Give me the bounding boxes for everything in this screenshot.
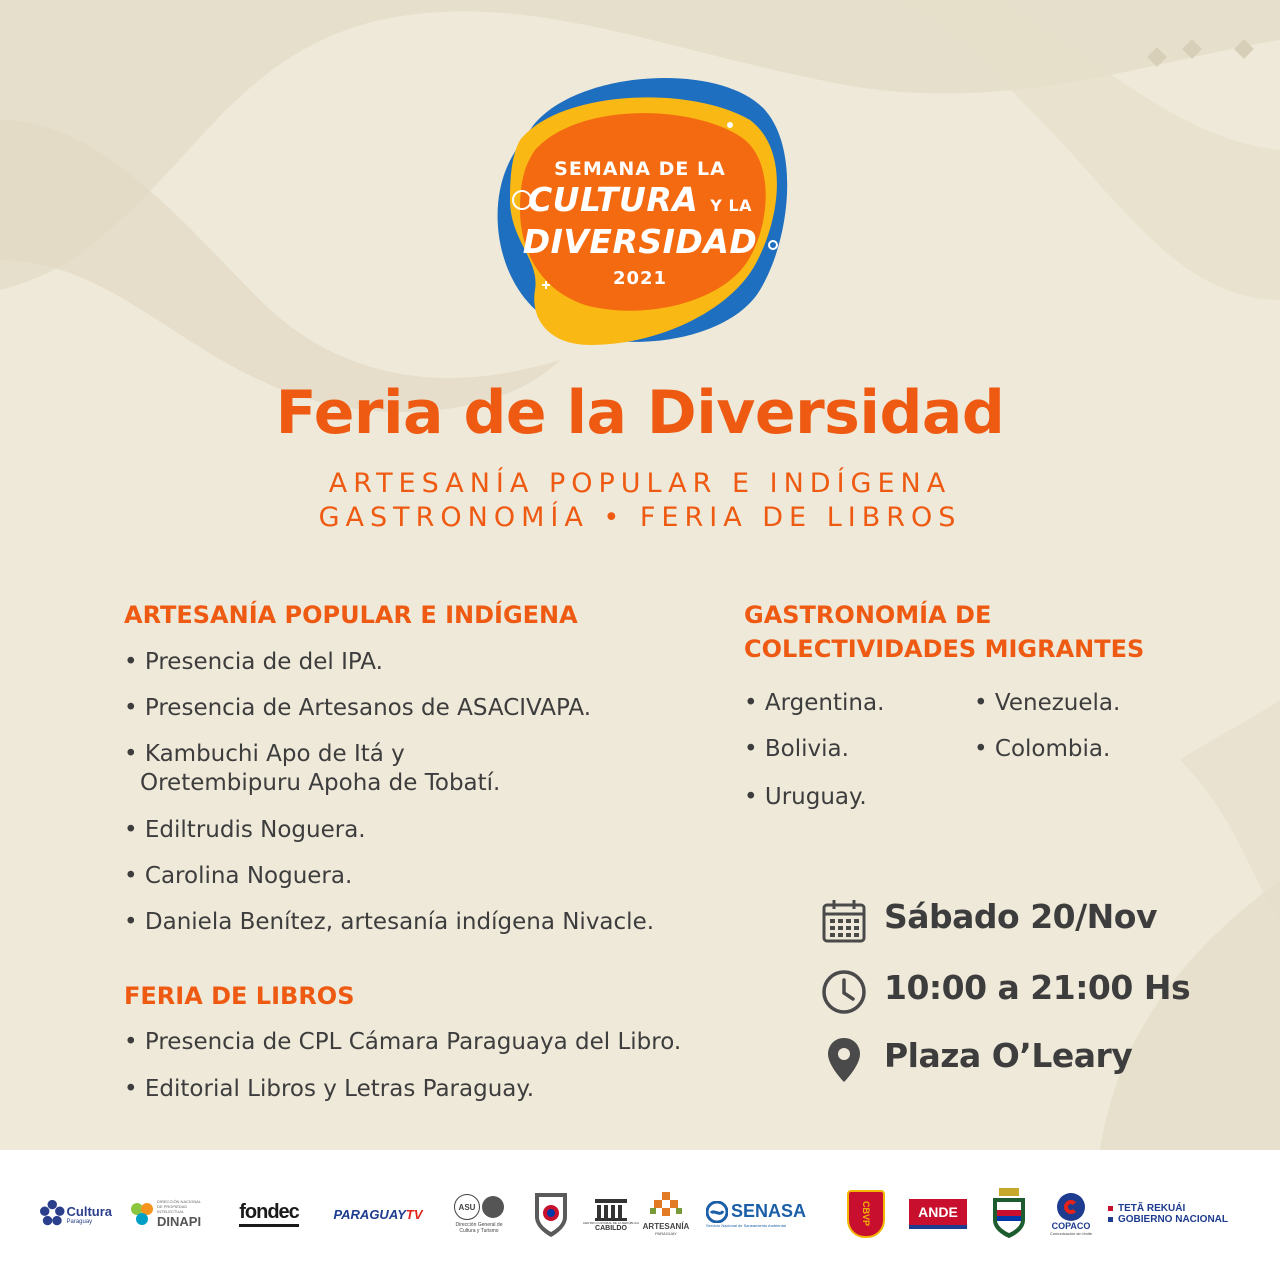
sponsor-gobierno-nacional-logo (1108, 1186, 1244, 1242)
list-item: • Colombia. (974, 734, 1110, 764)
list-item: • Venezuela. (974, 688, 1120, 718)
ande-text: ANDE (918, 1204, 958, 1220)
subtitle-line-1: ARTESANÍA POPULAR E INDÍGENA (328, 468, 952, 499)
sponsor-fondec-logo (226, 1186, 312, 1242)
list-item: • Presencia de Artesanos de ASACIVAPA. (124, 693, 591, 723)
list-item: • Uruguay. (744, 782, 867, 812)
dinapi-circles-icon (129, 1200, 155, 1228)
artesania-sub: PARAGUAY (655, 1231, 677, 1236)
paraguaytv-text: PARAGUAY (333, 1206, 406, 1222)
police-shield-icon (531, 1189, 571, 1239)
paraguaytv-tv: TV (405, 1206, 423, 1222)
list-item: • Ediltrudis Noguera. (124, 815, 366, 845)
logo-line-1: SEMANA DE LA (554, 158, 726, 180)
event-logo (490, 70, 790, 355)
logo-line-2 (490, 180, 790, 219)
list-item: • Presencia de CPL Cámara Paraguaya del Libro. (124, 1027, 681, 1057)
flag-blue-icon (1108, 1217, 1113, 1222)
logo-year: 2021 (612, 268, 668, 289)
list-item: • Bolivia. (744, 734, 849, 764)
sponsor-police-shield-logo (528, 1186, 574, 1242)
sponsor-paraguaytv-logo (328, 1186, 428, 1242)
artesania-pattern-icon (650, 1192, 682, 1222)
page-title: Feria de la Diversidad (275, 378, 1005, 448)
clock-icon (820, 968, 868, 1016)
logo-line-3: DIVERSIDAD (522, 222, 758, 261)
list-item: • Kambuchi Apo de Itá y (124, 739, 405, 769)
sponsor-municipal-crest-logo (984, 1186, 1034, 1242)
list-item: • Carolina Noguera. (124, 861, 352, 891)
cabildo-building-icon (593, 1197, 629, 1221)
event-time: 10:00 a 21:00 Hs (884, 968, 1191, 1007)
gastronomia-heading-1: GASTRONOMÍA DE (744, 601, 992, 629)
senasa-wave-icon (706, 1201, 728, 1223)
dinapi-small: DIRECCIÓN NACIONAL DE PROPIEDAD INTELECTUAL (157, 1199, 201, 1214)
calendar-icon (820, 897, 868, 945)
senasa-sub: Servicio Nacional de Saneamiento Ambiental (706, 1222, 786, 1228)
list-item: • Daniela Benítez, artesanía indígena Nivacle. (124, 907, 654, 937)
cultura-text: Cultura (66, 1203, 112, 1219)
sponsor-cultura-logo (40, 1186, 112, 1242)
libros-heading: FERIA DE LIBROS (124, 982, 355, 1010)
sponsor-cbvp-logo (842, 1186, 890, 1242)
sponsor-artesania-logo (638, 1186, 694, 1242)
list-item: • Editorial Libros y Letras Paraguay. (124, 1074, 534, 1104)
cultura-sub: Paraguay (66, 1218, 93, 1225)
cabildo-small: CENTRO CULTURAL DE LA REPÚBLICA (582, 1220, 640, 1225)
event-date: Sábado 20/Nov (884, 897, 1157, 936)
copaco-sub: Comunicación sin límite (1049, 1230, 1093, 1236)
event-place: Plaza O’Leary (884, 1036, 1133, 1075)
logo-y-la: Y LA (710, 196, 753, 215)
municipal-crest-icon (987, 1188, 1031, 1240)
asu-mask-icon (482, 1196, 504, 1218)
teta-line-1: TETÃ REKUÁI (1118, 1203, 1186, 1214)
sponsor-copaco-logo (1046, 1186, 1096, 1242)
cultura-flower-icon (40, 1194, 65, 1234)
artesania-heading: ARTESANÍA POPULAR E INDÍGENA (124, 601, 578, 629)
fondec-text: fondec (239, 1201, 299, 1227)
copaco-c-icon (1064, 1200, 1078, 1214)
flag-red-icon (1108, 1206, 1113, 1211)
sponsor-cabildo-logo (582, 1186, 640, 1242)
sponsor-asu-logo (446, 1186, 512, 1242)
asu-text: ASU (458, 1202, 476, 1212)
list-item: • Presencia de del IPA. (124, 647, 383, 677)
list-item-continuation: Oretembipuru Apoha de Tobatí. (140, 770, 501, 796)
teta-line-2: GOBIERNO NACIONAL (1118, 1214, 1228, 1225)
gastronomia-heading-2: COLECTIVIDADES MIGRANTES (744, 635, 1145, 663)
subtitle-line-2: GASTRONOMÍA • FERIA DE LIBROS (318, 502, 962, 533)
sponsor-ande-logo (908, 1186, 968, 1242)
logo-cultura: CULTURA (527, 180, 699, 219)
cbvp-text: CBVP (861, 1201, 871, 1227)
cabildo-text: CABILDO (595, 1224, 627, 1232)
list-item: • Argentina. (744, 688, 884, 718)
location-pin-icon (820, 1036, 868, 1084)
asu-sub: Dirección General de Cultura y Turismo (455, 1222, 503, 1234)
copaco-text: COPACO (1051, 1220, 1091, 1231)
sponsor-senasa-logo (706, 1186, 826, 1242)
artesania-text: ARTESANÍA (642, 1222, 690, 1231)
sponsor-dinapi-logo (128, 1186, 208, 1242)
dinapi-text: DINAPI (157, 1214, 202, 1229)
senasa-text: SENASA (731, 1201, 807, 1221)
